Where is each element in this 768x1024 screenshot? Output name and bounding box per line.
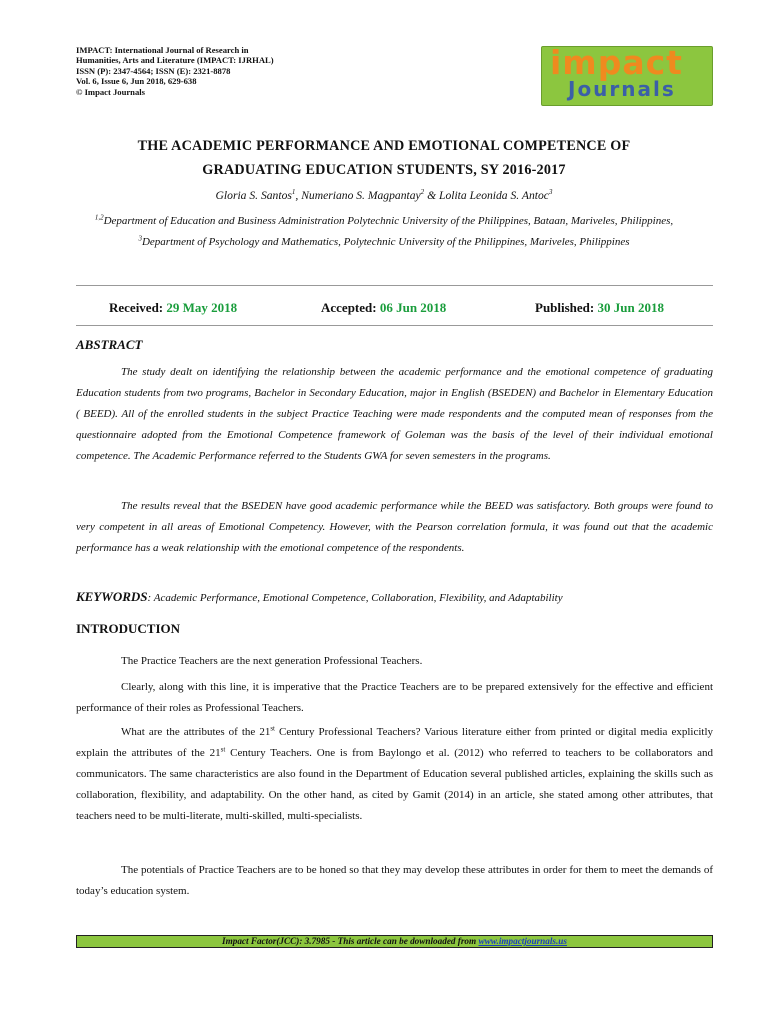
p3-part-c: Century Teachers. One is from Baylongo et al. (2012) who referred to teachers to be collaborators and communicators. The same characteristics are also found in the Department of Education several published articles, explaining the skills such as collaboration, flexibility, and adaptability. On the other hand, as cited by Gamit (2014) in an article, she stated among other attributes, that teachers need to be multi-literate, multi-skilled, multi-specialists. [76,747,713,822]
author-list [0,189,768,202]
journal-name-line1: IMPACT: International Journal of Research in [76,45,249,55]
affiliation-1-2-text: Department of Education and Business Administration Polytechnic University of the Philippines, Bataan, Mariveles, Philippines, [103,215,674,227]
published-label: Published: [535,300,598,315]
keywords-label: KEYWORDS [76,589,148,604]
abstract-heading: ABSTRACT [76,337,143,352]
impact-journals-logo [541,46,713,106]
bottom-divider [76,325,713,326]
intro-paragraph-4: The potentials of Practice Teachers are to be honed so that they may develop these attributes in order for them to meet the demands of today’s education system. [76,864,713,897]
author-sep-1: , [295,189,302,202]
top-divider [76,285,713,286]
title-line2: GRADUATING EDUCATION STUDENTS, SY 2016-2017 [202,162,566,178]
footer-link[interactable]: www.impactjournals.us [478,936,567,946]
logo-bottom-text: Journals [568,77,676,101]
logo-top-text: impact [550,46,683,82]
author-1-sup: 1 [291,188,296,197]
footer-bar [76,935,713,948]
p3-part-b: Century Professional Teachers? Various literature either from printed or digital media explicitly explain the attributes of the 21 [76,726,713,759]
journal-name-line2: Humanities, Arts and Literature (IMPACT: IJRHAL) [76,55,274,66]
volume-issue-line: Vol. 6, Issue 6, Jun 2018, 629-638 [76,76,197,87]
p3-sup-2: st [220,745,226,754]
affiliation-3-text: Department of Psychology and Mathematics, Polytechnic University of the Philippines, Mariveles, Philippines [141,236,630,248]
author-sep-2: & [424,189,439,202]
intro-paragraph-3 [76,722,713,827]
affiliation-1-2-sup: 1,2 [94,213,104,222]
received-label: Received: [109,300,167,315]
issn-line: ISSN (P): 2347-4564; ISSN (E): 2321-8878 [76,65,231,76]
author-3-sup: 3 [548,188,553,197]
keywords [76,589,713,605]
author-1: Gloria S. Santos [215,189,292,202]
title-line1: THE ACADEMIC PERFORMANCE AND EMOTIONAL COMPETENCE OF [137,138,631,154]
author-2: Numeriano S. Magpantay [301,189,421,202]
abstract-paragraph-2: The results reveal that the BSEDEN have good academic performance while the BEED was satisfactory. Both groups were found to very competent in all areas of Emotional Competency. However, with the Pearson correlation formula, it was found out that the academic performance has a weak relationship with the emotional competence of the respondents. [76,500,713,554]
p3-sup-1: st [270,724,275,733]
accepted-date [321,300,446,316]
affiliation-3-sup: 3 [138,234,142,243]
published-date [535,300,664,316]
journal-header [76,45,376,97]
introduction-heading: INTRODUCTION [76,621,181,636]
paper-title [0,134,768,182]
accepted-value: 06 Jun 2018 [379,300,447,315]
received-date [109,300,237,316]
received-value: 29 May 2018 [166,300,238,315]
published-value: 30 Jun 2018 [597,300,664,315]
affiliation-3 [80,232,688,253]
accepted-label: Accepted: [321,300,380,315]
intro-paragraph-2: Clearly, along with this line, it is imperative that the Practice Teachers are to be prepared extensively for the effective and efficient performance of their roles as Professional Teachers. [76,681,713,714]
copyright-line: © Impact Journals [76,86,145,97]
affiliation-1-2 [80,211,688,232]
abstract-paragraph-1: The study dealt on identifying the relationship between the academic performance and the emotional competence of graduating Education students from two programs, Bachelor in Secondary Education, major in English (BSEDEN) and Bachelor in Elementary Education ( BEED). All of the enrolled students in the subject Practice Teaching were made respondents and the computed mean of responses from the questionnaire adopted from the Emotional Competence framework of Goleman was the basis of the level of their individual emotional competence. The Academic Performance referred to the Students GWA for seven semesters in the programs. [76,366,713,462]
footer-text: Impact Factor(JCC): 3.7985 - This article can be downloaded from [222,936,479,946]
affiliations [80,211,688,253]
keywords-text: : Academic Performance, Emotional Competence, Collaboration, Flexibility, and Adaptability [147,592,563,604]
author-3: Lolita Leonida S. Antoc [439,189,549,202]
p3-part-a: What are the attributes of the 21 [121,726,271,738]
author-2-sup: 2 [420,188,425,197]
intro-paragraph-1: The Practice Teachers are the next generation Professional Teachers. [121,655,423,667]
